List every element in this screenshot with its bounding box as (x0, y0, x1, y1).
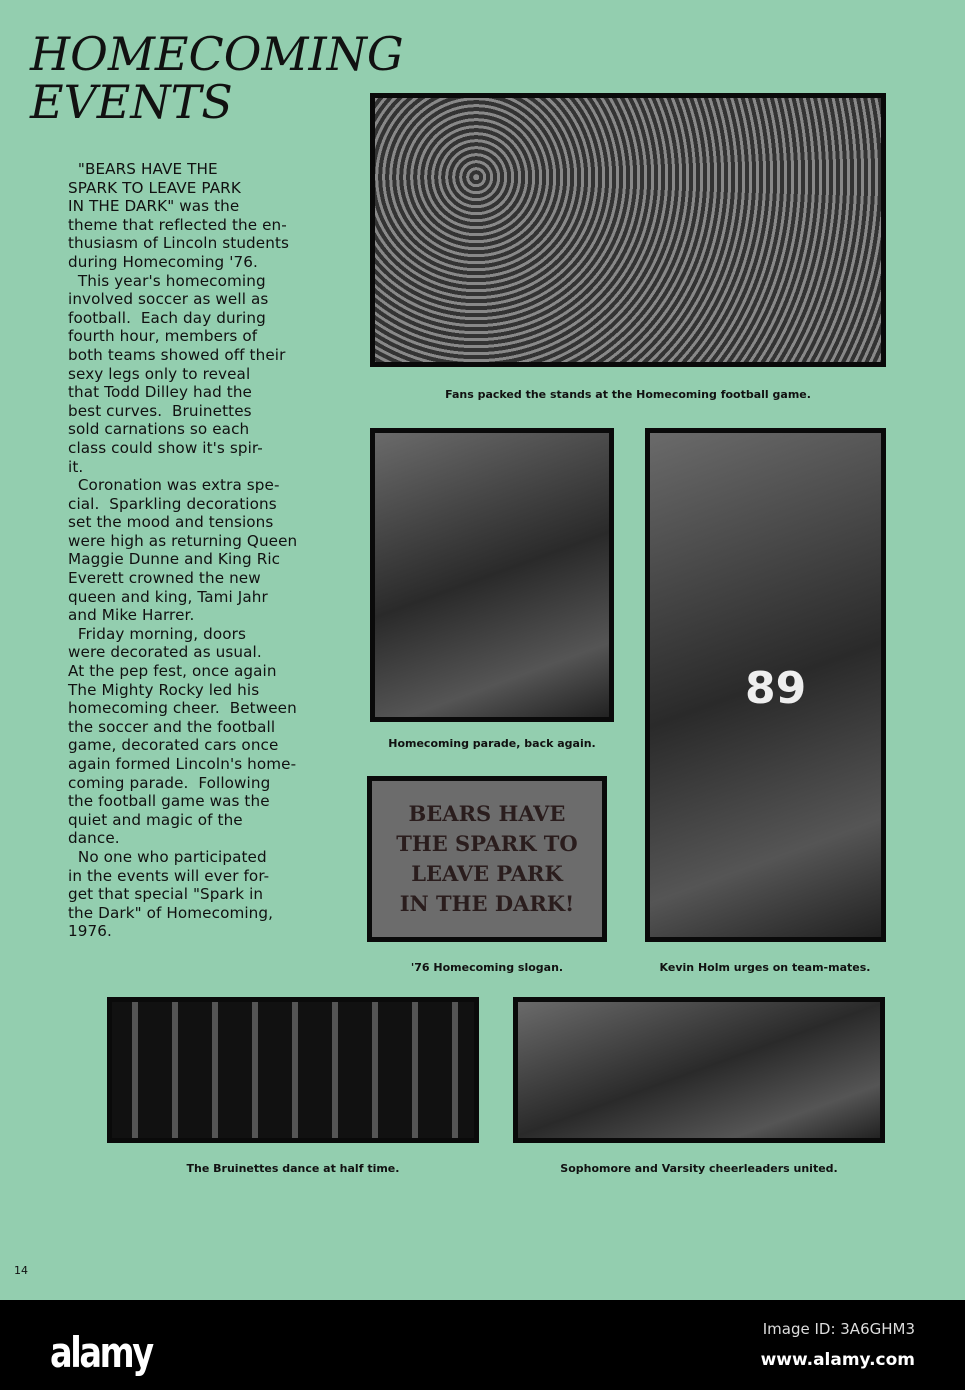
image-id: Image ID: 3A6GHM3 (762, 1320, 915, 1338)
photo-cheerleaders (513, 997, 885, 1143)
caption-bruinettes: The Bruinettes dance at half time. (186, 1162, 400, 1175)
article-body: "BEARS HAVE THE SPARK TO LEAVE PARK IN THE DARK" was the theme that reflected the en- thusiasm of Lincoln students during Homecoming '76. This year's homecoming involved soccer as well as football. Each day during fourth hour, members of both teams showed off their sexy legs only to reveal that Todd Dilley had the best curves. Bruinettes sold carnations so each class could show it's spir- it. Coronation was extra spe- cial. Sparkling decorations set the mood and tensions were high as returning Queen Maggie Dunne and King Ric Everett crowned the new queen and king, Tami Jahr and Mike Harrer. Friday morning, doors were decorated as usual. At the pep fest, once again The Mighty Rocky led his homecoming cheer. Between the soccer and the football game, decorated cars once again formed Lincoln's home- coming parade. Following the football game was the quiet and magic of the dance. No one who participated in the events will ever for- get that special "Spark in the Dark" of Homecoming, 1976. (68, 160, 298, 941)
photo-slogan (367, 776, 607, 942)
photo-parade (370, 428, 614, 722)
page-title: HOMECOMING EVENTS (30, 27, 404, 129)
photo-stands (370, 93, 886, 367)
watermark-url: www.alamy.com (760, 1350, 915, 1370)
slogan-sign-text: BEARS HAVE THE SPARK TO LEAVE PARK IN THE DARK! (396, 801, 578, 916)
caption-stands: Fans packed the stands at the Homecoming football game. (445, 388, 811, 401)
alamy-logo: alamy (50, 1328, 152, 1377)
watermark-bar (0, 1300, 965, 1390)
caption-parade: Homecoming parade, back again. (388, 737, 596, 750)
page-number: 14 (14, 1264, 28, 1277)
caption-cheerleaders: Sophomore and Varsity cheerleaders united. (560, 1162, 838, 1175)
photo-player (645, 428, 886, 942)
jersey-number: 89 (745, 663, 807, 714)
photo-bruinettes (107, 997, 479, 1143)
caption-player: Kevin Holm urges on team-mates. (659, 961, 871, 974)
caption-slogan: '76 Homecoming slogan. (410, 961, 564, 974)
